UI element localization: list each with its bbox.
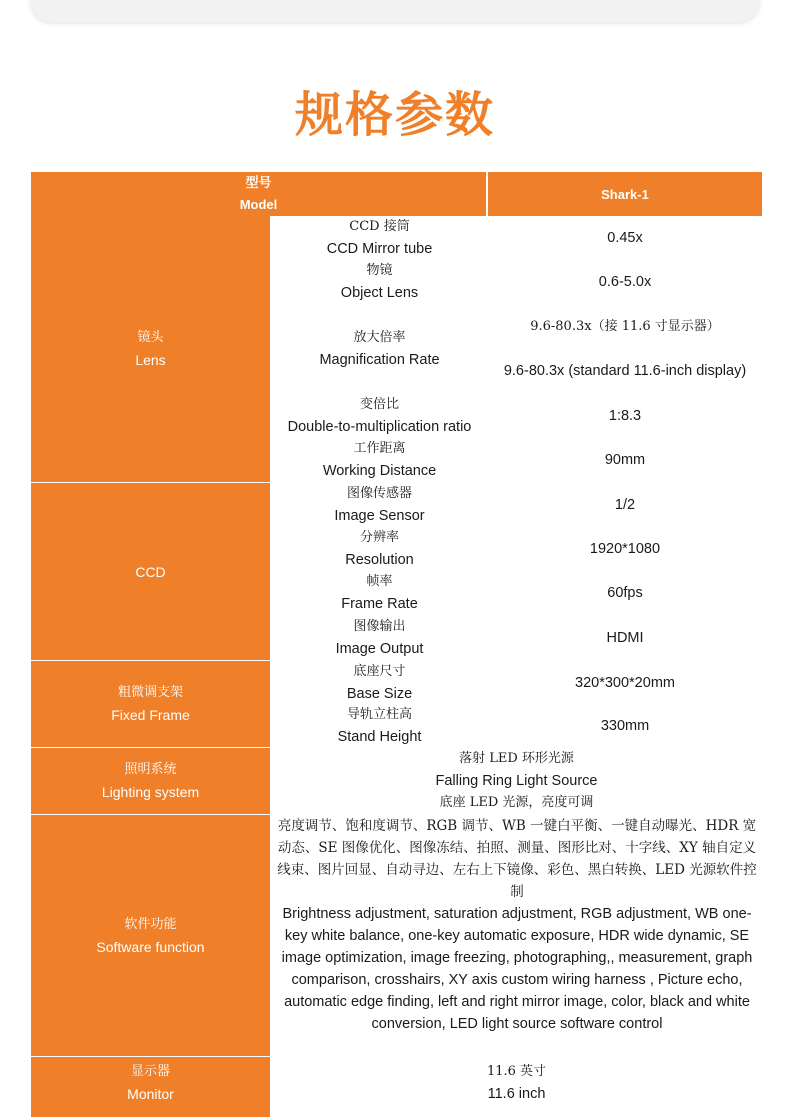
category-lighting-zh: 照明系统	[124, 762, 177, 777]
param-ccd-tube-zh: CCD 接筒	[349, 219, 410, 234]
lighting-line-1: 落射 LED 环形光源	[459, 751, 574, 766]
header-value-cell	[488, 172, 762, 216]
param-resolution	[271, 527, 488, 571]
lighting-line-2: Falling Ring Light Source	[435, 773, 598, 789]
value-resolution	[488, 527, 762, 571]
value-resolution-text: 1920*1080	[589, 541, 661, 557]
software-description	[277, 815, 757, 1035]
value-ccd-tube	[488, 216, 762, 260]
category-lens-zh: 镜头	[137, 330, 164, 345]
param-stand-height	[271, 704, 488, 747]
category-frame-zh: 粗微调支架	[117, 685, 183, 700]
value-working-distance-text: 90mm	[604, 452, 646, 468]
param-stand-height-zh: 导轨立柱高	[346, 706, 412, 722]
category-lighting	[31, 748, 270, 814]
param-base-size-zh: 底座尺寸	[353, 663, 406, 679]
param-ccd-tube-en: CCD Mirror tube	[326, 241, 433, 257]
category-lighting-en: Lighting system	[101, 784, 200, 800]
param-frame-rate-en: Frame Rate	[341, 596, 418, 612]
category-software-en: Software function	[96, 938, 205, 955]
value-magnification	[488, 304, 762, 394]
category-display-en: Monitor	[127, 1086, 174, 1102]
param-magnification	[271, 304, 488, 394]
param-working-distance	[271, 438, 488, 482]
category-lens-en: Lens	[135, 352, 166, 368]
value-object-lens-text: 0.6-5.0x	[598, 274, 652, 290]
value-double-ratio	[488, 394, 762, 438]
lighting-line-3: 底座 LED 光源，亮度可调	[439, 795, 594, 810]
param-image-sensor	[271, 483, 488, 527]
value-frame-rate	[488, 571, 762, 615]
header-model-value: Shark-1	[601, 186, 649, 202]
param-double-ratio-zh: 变倍比	[359, 397, 399, 412]
param-image-sensor-zh: 图像传感器	[346, 486, 412, 501]
category-software-zh: 软件功能	[124, 916, 177, 932]
value-image-sensor	[488, 483, 762, 527]
value-base-size-text: 320*300*20mm	[575, 674, 675, 691]
software-en-text: Brightness adjustment, saturation adjustment, RGB adjustment, WB one-key white balance, one-key automatic exposure, HDR wide dynamic, SE image optimization, image freezing, photographing,, measurement, graph comparison, crosshairs, XY axis custom wiring harness , Picture echo, automatic edge finding, left and right mirror image, color, black and white conversion, LED light source software control	[281, 906, 753, 1032]
param-frame-rate	[271, 571, 488, 615]
value-stand-height	[488, 704, 762, 747]
display-zh: 11.6 英寸	[486, 1064, 547, 1079]
display-en: 11.6 inch	[487, 1086, 546, 1102]
value-double-ratio-text: 1:8.3	[608, 408, 642, 424]
category-ccd	[31, 483, 270, 660]
display-description	[271, 1057, 762, 1117]
header-model-zh: 型号	[245, 176, 272, 191]
param-image-output	[271, 615, 488, 660]
category-software	[31, 815, 270, 1056]
page-title: 规格参数	[294, 87, 495, 143]
header-model-en: Model	[239, 197, 278, 212]
value-working-distance	[488, 438, 762, 482]
param-magnification-zh: 放大倍率	[353, 330, 406, 345]
header-model-cell	[31, 172, 486, 216]
param-image-output-en: Image Output	[335, 640, 424, 657]
category-frame-en: Fixed Frame	[111, 707, 190, 723]
param-object-lens-zh: 物镜	[366, 263, 393, 278]
category-frame	[31, 661, 270, 747]
param-working-distance-zh: 工作距离	[353, 441, 406, 456]
category-lens	[31, 216, 270, 482]
value-magnification-zh: 9.6-80.3x（接 11.6 寸显示器）	[530, 319, 720, 334]
param-ccd-tube	[271, 216, 488, 260]
value-object-lens	[488, 260, 762, 304]
value-image-output-text: HDMI	[606, 629, 644, 646]
value-stand-height-text: 330mm	[600, 717, 650, 734]
lighting-description	[271, 748, 762, 814]
param-image-output-zh: 图像输出	[353, 618, 406, 634]
param-resolution-zh: 分辨率	[359, 530, 399, 545]
param-base-size-en: Base Size	[346, 685, 413, 702]
param-resolution-en: Resolution	[345, 552, 414, 568]
param-object-lens	[271, 260, 488, 304]
value-magnification-en: 9.6-80.3x (standard 11.6-inch display)	[503, 363, 747, 379]
param-base-size	[271, 661, 488, 704]
param-double-ratio-en: Double-to-multiplication ratio	[287, 419, 472, 435]
param-magnification-en: Magnification Rate	[319, 352, 440, 368]
param-double-ratio	[271, 394, 488, 438]
value-image-sensor-text: 1/2	[614, 497, 636, 513]
param-stand-height-en: Stand Height	[337, 728, 422, 745]
category-ccd-en: CCD	[135, 563, 166, 580]
value-ccd-tube-text: 0.45x	[607, 230, 643, 246]
category-display	[31, 1057, 270, 1117]
top-card	[30, 0, 760, 22]
param-image-sensor-en: Image Sensor	[334, 508, 425, 524]
param-working-distance-en: Working Distance	[322, 463, 437, 479]
value-frame-rate-text: 60fps	[607, 585, 643, 601]
param-frame-rate-zh: 帧率	[366, 574, 393, 589]
software-zh-text: 亮度调节、饱和度调节、RGB 调节、WB 一键白平衡、一键自动曝光、HDR 宽动态、SE 图像优化、图像冻结、拍照、测量、图形比对、十字线、XY 轴自定义线束、图片回显、自动寻边、左右上下镜像、彩色、黑白转换、LED 光源软件控制	[277, 818, 757, 900]
value-base-size	[488, 661, 762, 704]
param-object-lens-en: Object Lens	[340, 285, 419, 301]
category-display-zh: 显示器	[130, 1064, 170, 1079]
value-image-output	[488, 615, 762, 660]
